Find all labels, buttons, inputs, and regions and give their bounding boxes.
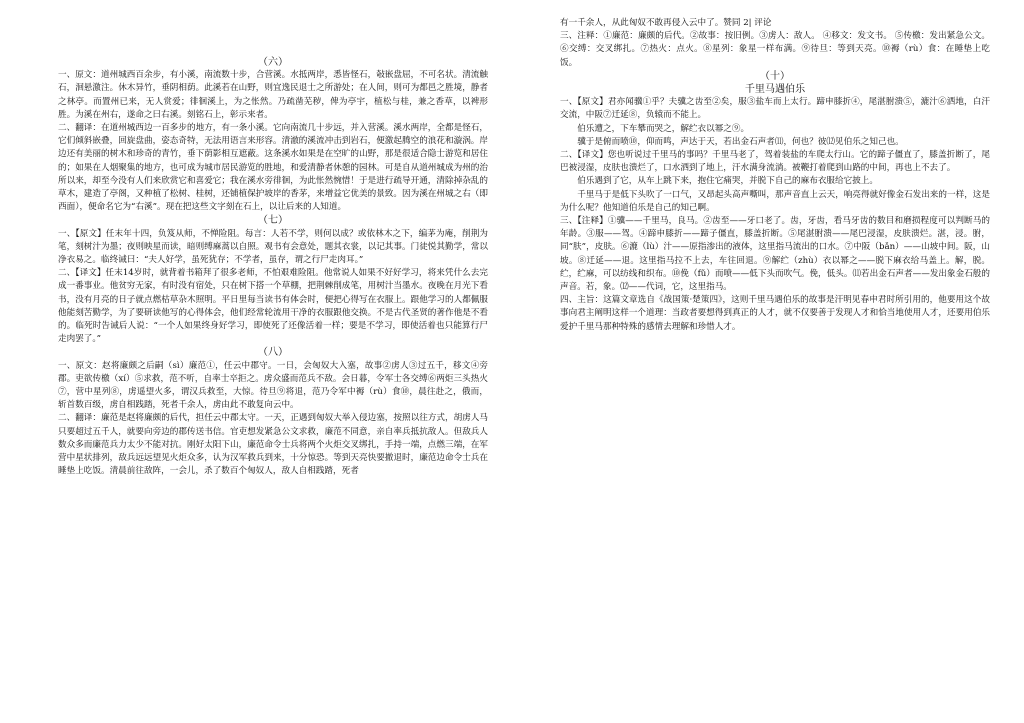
section-7-original: 一、【原文】任末年十四，负笈从师，不惮险阻。每言：人若不学，则何以成？或依林木之下，编茅为庵，削荆为笔，刻树汁为墨；夜则映星而读，暗则缚麻蒿以自照。观书有会意处，题其衣裳，以记其事。门徒悦其勤学，常以净衣易之。临终诫曰：“夫人好学，虽死犹存；不学者，虽存，谓之行尸走肉耳。” bbox=[58, 228, 488, 266]
section-8-translation-continued: 有一千余人，从此匈奴不敢再侵入云中了。赞同 2| 评论 bbox=[560, 18, 772, 28]
section-8-translation: 二、翻译：廉范是赵将廉颇的后代，担任云中郡太守。一天，正遇到匈奴大举入侵边塞，按照以往方式，胡虏人马只要超过五千人，就要向旁边的郡传送书信。官吏想发紧急公文求救，廉范不同意，亲自率兵抵抗敌人。但敌兵人数众多而廉范兵力太少不能对抗。刚好太阳下山，廉范命令士兵将两个火炬交叉绑扎，手持一端，点燃三端，在军营中星状排列，敌兵远远望见火炬众多，认为汉军救兵到来，十分惊恐。等到天亮快要撤退时，廉范边命令士兵在睡垫上吃饭。清晨前往敌阵，一会儿，杀了数百个匈奴人，敌人自相践踏，死者 bbox=[58, 413, 488, 477]
right-column bbox=[560, 17, 990, 334]
section-10-theme: 四、主旨：这篇文章选自《战国策·楚策四》，这则千里马遇伯乐的故事是汗明见春申君时所引用的，他要用这个故事向君主阐明这样一个道理：当政者要想得到真正的人才，就不仅要善于发现人才和恰当地使用人才，还要用伯乐爱护千里马那种特殊的感情去理解和珍惜人才。 bbox=[560, 295, 990, 332]
section-6-translation: 二、翻译：在道州城西边一百多步的地方，有一条小溪。它向南流几十步远，并入营溪。溪水两岸，全都是怪石，它们倾斜嵌叠，回旋盘曲，姿态奇特，无法用语言来形容。清澈的溪流冲击到岩石，便激起腾空的浪花和漩涡。岸边还有美丽的树木和珍奇的青竹，垂下荫影相互遮蔽。这条溪水如果是在空旷的山野，那是很适合隐士游览和居住的；如果在人烟聚集的地方，也可成为城市居民游览的胜地，和爱清静者休憩的园林。可是自从道州城成为州的治所以来，却至今没有人们来欣赏它和喜爱它；我在溪水旁徘徊，为此怅然惋惜！于是进行疏导开通，清除掉杂乱的草木，建造了亭阁，又种植了松树、桂树，还铺植保护坡岸的香茅，来增益它优美的景致。因为溪在州城之右（即西面），便命名它为“右溪”。现在把这些文字刻在石上，以让后来的人知道。 bbox=[58, 123, 488, 213]
section-6-original: 一、原文：道州城西百余步，有小溪，南流数十步，合营溪。水抵两岸，悉皆怪石，敧嵌盘屈，不可名状。清流触石，洄悬激注。休木异竹，垂阴相荫。此溪若在山野，则宜逸民退士之所游处；在人间，则可为都邑之胜境，静者之林亭。而置州已来，无人赏爱；徘徊溪上，为之怅然。乃疏凿芜秽，俾为亭宇，植松与桂，兼之香草，以裨形胜。为溪在州右，遂命之曰右溪。刻铭石上，彰示来者。 bbox=[58, 70, 488, 120]
section-10-original-3: 骥于是俯而喷⑩，仰而鸣，声达于天，若出金石声者⑾，何也？彼⑿见伯乐之知己也。 bbox=[577, 136, 904, 147]
section-8-notes: 三、注释：①廉范：廉颇的后代。②故事：按旧例。③虏人：敌人。 ④移文：发文书。 ⑤传檄：发出紧急公文。⑥交缚：交叉绑扎。⑦热火：点火。⑧星列：象星一样布满。⑨待旦：等到天亮。⑩褥（rù）食：在睡垫上吃饭。 bbox=[560, 31, 990, 68]
section-10-translation: 二、【译文】您也听说过千里马的事吗？千里马老了，驾着装盐的车爬太行山。它的蹄子僵直了，膝盖折断了，尾巴被浸湿，皮肤也溃烂了，口水洒到了地上，汗水满身流淌。被鞭打着爬到山路的中间，再也上不去了。 bbox=[560, 150, 990, 174]
section-6-title: （六） bbox=[257, 57, 289, 68]
section-10-number: （十） bbox=[759, 70, 791, 82]
section-7-translation: 二、【译文】任末14岁时，就背着书箱拜了很多老师，不怕艰难险阻。他常说人如果不好好学习，将来凭什么去完成一番事业。他贫穷无家，有时没有宿处，只在树下搭一个草棚，把荆棘削成笔，用树汁当墨水。夜晚在月光下看书，没有月亮的日子就点燃枯草杂木照明。平日里每当读书有体会时，便把心得写在衣服上。跟他学习的人都佩服他能刻苦勤学，为了要研读他写的心得体会，他们经常轮流用干净的衣服跟他交换。不是古代圣贤的著作他是不看的。临死时告诫后人说：“一个人如果终身好学习，即使死了还像活着一样；要是不学习，即使活着也只能算行尸走肉罢了。” bbox=[58, 268, 488, 345]
section-8-title: （八） bbox=[257, 347, 289, 359]
section-7-title: （七） bbox=[257, 215, 289, 227]
section-10-title: 千里马遇伯乐 bbox=[744, 84, 806, 96]
section-10-notes: 三、【注释】①骥——千里马，良马。②齿至——牙口老了。齿，牙齿，看马牙齿的数目和磨损程度可以判断马的年龄。③服——驾。④蹄申膝折——蹄子僵直，膝盖折断。⑤尾湛胕溃——尾巴浸湿，皮肤溃烂。湛，浸。胕，同“肤”，皮肤。⑥漉（lù）汁——原指渗出的液体，这里指马流出的口水。⑦中阪（bǎn）——山坡中间。阪，山坡。⑧迁延——退。这里指马拉不上去，车往回退。⑨解纻（zhù）衣以幂之——脱下麻衣给马盖上。解，脱。纻，纻麻，可以纺线和织布。⑩俛（fǔ）而喷——低下头而吹气。俛，低头。⑾若出金石声者——发出象金石般的声音。若，象。⑿——代词，它，这里指马。 bbox=[560, 216, 990, 293]
section-10-original: 一、【原文】君亦闻骥①乎？夫骥之齿至②矣，服③盐车而上太行。蹄申膝折④，尾湛胕溃⑤，漉汁⑥洒地，白汗交流，中阪⑦迁延⑧，负辕而不能上。 bbox=[560, 97, 990, 121]
section-10-translation-3: 千里马于是低下头吹了一口气，又昂起头高声嘶叫，那声音直上云天，响亮得就好像金石发出来的一样，这是为什么呢？他知道伯乐是自己的知己啊。 bbox=[560, 189, 990, 213]
section-8-original: 一、原文：赵将廉颇之后嗣（sì）廉范①，任云中郡守。一日，会匈奴大入塞，故事②虏人③过五千，移文④旁郡。吏欲传檄（xí）⑤求救，范不听，自率士卒拒之。虏众盛而范兵不敌。会日暮，令军士各交缚⑥两炬三头热火⑦，营中星列⑧，虏遥望火多，谓汉兵救至，大惊。待旦⑨将退，范乃令军中褥（rù）食⑩，晨往赴之，俄而，斩首数百级，虏自相践踏，死者千余人，虏由此不敢复向云中。 bbox=[58, 360, 488, 411]
section-10-original-2: 伯乐遭之，下车攀而哭之，解纻衣以幂之⑨。 bbox=[577, 123, 750, 134]
section-10-translation-2: 伯乐遇到了它，从车上跳下来，抱住它痛哭，并脱下自己的麻布衣服给它披上。 bbox=[577, 176, 878, 187]
left-column bbox=[58, 56, 488, 479]
